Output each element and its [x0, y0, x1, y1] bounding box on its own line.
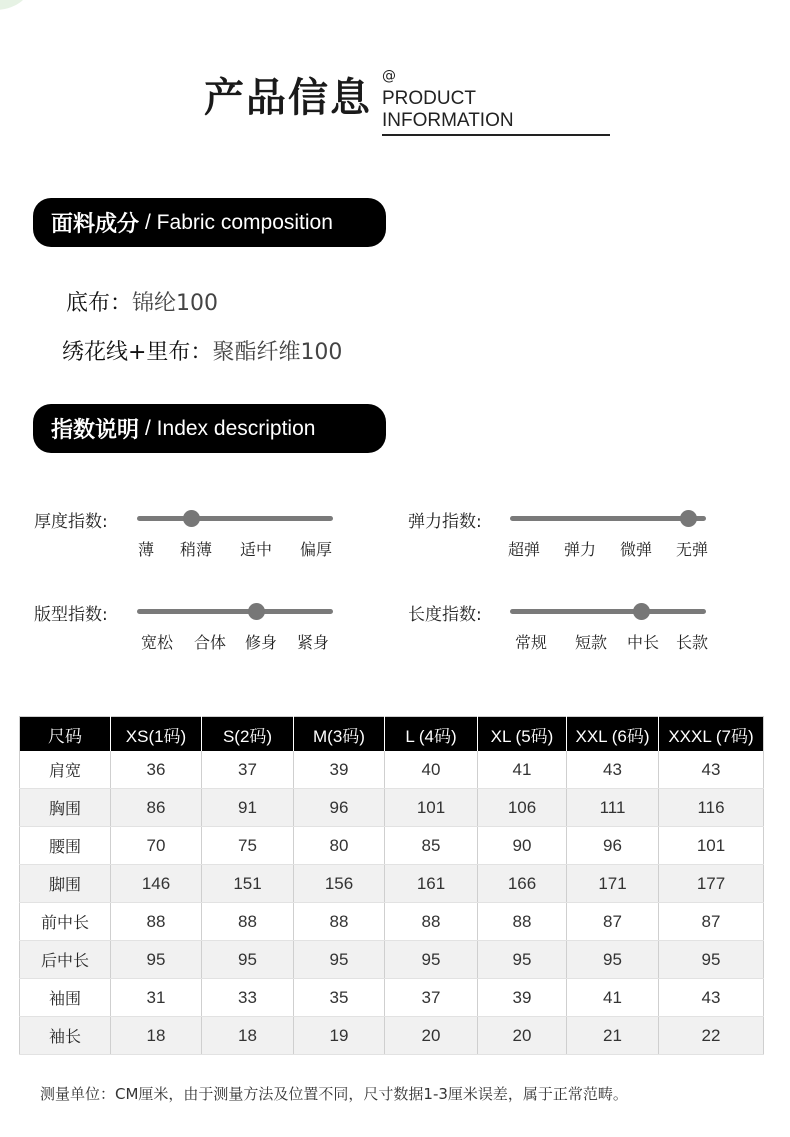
measurement-footnote: 测量单位：CM厘米，由于测量方法及位置不同，尺寸数据1-3厘米误差，属于正常范畴。: [40, 1085, 628, 1103]
index-knob: [183, 510, 200, 527]
index-heading-cn: 指数说明: [51, 418, 140, 443]
table-cell: 88: [478, 903, 567, 941]
table-cell: 101: [659, 827, 764, 865]
index-option: 薄: [137, 540, 155, 559]
table-cell: 33: [202, 979, 294, 1017]
table-row-label: 前中长: [20, 903, 111, 941]
table-cell: 166: [478, 865, 567, 903]
index-option: 常规: [514, 633, 548, 652]
page-title-en: PRODUCT INFORMATION: [382, 88, 610, 136]
table-cell: 116: [659, 789, 764, 827]
fabric-line-value: 锦纶100: [132, 291, 219, 316]
table-cell: 88: [202, 903, 294, 941]
table-cell: 22: [659, 1017, 764, 1055]
index-knob: [680, 510, 697, 527]
table-header-row: [20, 717, 764, 752]
table-row-label: 后中长: [20, 941, 111, 979]
table-row-label: 胸围: [20, 789, 111, 827]
table-cell: 43: [567, 751, 659, 789]
table-cell: 39: [478, 979, 567, 1017]
table-cell: 75: [202, 827, 294, 865]
table-cell: 80: [294, 827, 385, 865]
table-cell: 111: [567, 789, 659, 827]
table-cell: 20: [478, 1017, 567, 1055]
index-option: 超弹: [507, 540, 541, 559]
table-cell: 96: [294, 789, 385, 827]
index-label: 版型指数:: [34, 605, 108, 625]
fabric-line-base: [66, 286, 218, 317]
table-cell: 151: [202, 865, 294, 903]
index-section-heading: [33, 404, 386, 453]
index-option: 微弹: [619, 540, 653, 559]
at-symbol: @: [382, 68, 396, 84]
table-cell: 90: [478, 827, 567, 865]
table-cell: 39: [294, 751, 385, 789]
index-label: 长度指数:: [408, 605, 482, 625]
table-cell: 177: [659, 865, 764, 903]
index-option: 合体: [193, 633, 227, 652]
index-track: [137, 609, 333, 614]
table-header-cell: 尺码: [20, 717, 111, 752]
corner-decoration: [0, 0, 30, 10]
table-cell: 37: [385, 979, 478, 1017]
table-header-cell: XL (5码): [478, 717, 567, 752]
table-header-cell: S(2码): [202, 717, 294, 752]
table-cell: 41: [478, 751, 567, 789]
table-row-label: 腰围: [20, 827, 111, 865]
table-cell: 31: [111, 979, 202, 1017]
table-row: [20, 827, 764, 865]
table-header-cell: XXL (6码): [567, 717, 659, 752]
table-row-label: 肩宽: [20, 751, 111, 789]
index-track: [510, 609, 706, 614]
table-cell: 41: [567, 979, 659, 1017]
table-cell: 171: [567, 865, 659, 903]
table-cell: 87: [567, 903, 659, 941]
table-row: [20, 941, 764, 979]
table-cell: 95: [294, 941, 385, 979]
index-option: 长款: [675, 633, 709, 652]
table-row-label: 袖围: [20, 979, 111, 1017]
index-knob: [633, 603, 650, 620]
index-track: [137, 516, 333, 521]
table-cell: 88: [385, 903, 478, 941]
table-cell: 43: [659, 751, 764, 789]
fabric-heading-en: / Fabric composition: [145, 210, 333, 234]
fabric-heading-cn: 面料成分: [51, 212, 140, 237]
index-option: 紧身: [296, 633, 330, 652]
table-cell: 70: [111, 827, 202, 865]
index-heading-en: / Index description: [145, 416, 316, 440]
index-option: 短款: [574, 633, 608, 652]
fabric-line-lining: [62, 335, 342, 366]
fabric-line-value: 聚酯纤维100: [212, 340, 343, 365]
table-cell: 37: [202, 751, 294, 789]
table-row-label: 脚围: [20, 865, 111, 903]
table-cell: 106: [478, 789, 567, 827]
page-title-cn: 产品信息: [204, 75, 372, 121]
table-cell: 96: [567, 827, 659, 865]
table-cell: 95: [202, 941, 294, 979]
fabric-line-label: 底布：: [66, 291, 133, 316]
fit-index: [34, 600, 374, 660]
table-cell: 91: [202, 789, 294, 827]
index-track: [510, 516, 706, 521]
table-cell: 85: [385, 827, 478, 865]
table-cell: 20: [385, 1017, 478, 1055]
table-cell: 35: [294, 979, 385, 1017]
table-cell: 95: [567, 941, 659, 979]
table-header-cell: M(3码): [294, 717, 385, 752]
table-cell: 95: [478, 941, 567, 979]
table-header-cell: XXXL (7码): [659, 717, 764, 752]
table-cell: 88: [294, 903, 385, 941]
table-cell: 19: [294, 1017, 385, 1055]
table-cell: 95: [659, 941, 764, 979]
length-index: [408, 600, 748, 660]
table-cell: 36: [111, 751, 202, 789]
index-option: 宽松: [140, 633, 174, 652]
index-option: 中长: [626, 633, 660, 652]
table-header-cell: XS(1码): [111, 717, 202, 752]
table-cell: 95: [111, 941, 202, 979]
index-option: 弹力: [563, 540, 597, 559]
table-cell: 18: [111, 1017, 202, 1055]
index-option: 适中: [239, 540, 273, 559]
table-row-label: 袖长: [20, 1017, 111, 1055]
table-row: [20, 979, 764, 1017]
index-knob: [248, 603, 265, 620]
thickness-index: [34, 507, 374, 567]
table-cell: 161: [385, 865, 478, 903]
table-cell: 95: [385, 941, 478, 979]
elasticity-index: [408, 507, 748, 567]
table-cell: 40: [385, 751, 478, 789]
table-cell: 101: [385, 789, 478, 827]
table-cell: 21: [567, 1017, 659, 1055]
table-cell: 18: [202, 1017, 294, 1055]
table-cell: 156: [294, 865, 385, 903]
table-cell: 87: [659, 903, 764, 941]
table-row: [20, 865, 764, 903]
index-option: 修身: [244, 633, 278, 652]
index-option: 偏厚: [299, 540, 333, 559]
fabric-section-heading: [33, 198, 386, 247]
size-table: [19, 716, 764, 1055]
index-label: 厚度指数:: [34, 512, 108, 532]
table-row: [20, 789, 764, 827]
index-option: 无弹: [675, 540, 709, 559]
index-label: 弹力指数:: [408, 512, 482, 532]
table-row: [20, 751, 764, 789]
index-option: 稍薄: [179, 540, 213, 559]
table-row: [20, 903, 764, 941]
table-cell: 43: [659, 979, 764, 1017]
table-header-cell: L (4码): [385, 717, 478, 752]
fabric-line-label: 绣花线+里布：: [62, 340, 213, 365]
table-row: [20, 1017, 764, 1055]
table-cell: 88: [111, 903, 202, 941]
table-cell: 86: [111, 789, 202, 827]
table-cell: 146: [111, 865, 202, 903]
